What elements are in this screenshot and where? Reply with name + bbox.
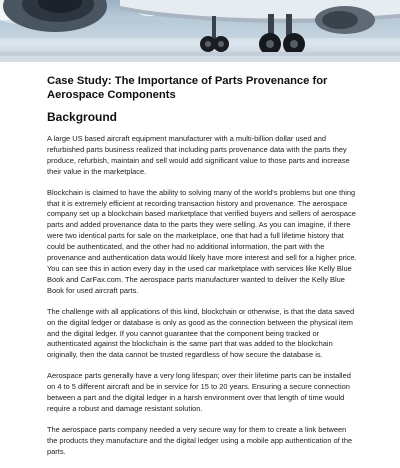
paragraph: A large US based aircraft equipment manufacturer with a multi-billion dollar used and refurbished parts business realized that including parts provenance data with the parts they produce, refurbish, maintain and sell would add significant value to those parts and increase their value in the marketplace. — [47, 134, 350, 176]
paragraph: Aerospace parts generally have a very long lifespan; over their lifetime parts can be installed on 4 to 5 different aircraft and be in service for 15 to 20 years. Ensuring a secure connection between a part and the digital ledger in a harsh environment over that length of time would require a robust and damage resistant solution. — [47, 371, 351, 413]
hangar-photo — [0, 0, 400, 62]
section-heading: Background — [47, 110, 118, 124]
paragraph: The challenge with all applications of this kind, blockchain or otherwise, is that the data saved on the digital ledger or database is only as good as the connection between the physical item and the digital ledger. If you cannot guarantee that the component being tracked or authenticated against the blockchain is the same part that was added to the blockchain originally, then the data cannot be trusted regardless of how secure the database is. — [47, 306, 355, 360]
aircraft-hangar-image — [0, 0, 400, 62]
paragraph: Blockchain is claimed to have the ability to solving many of the world's problems but one thing that it is extremely efficient at recording transaction history and provenance. The aerospace company set up a blockchain based marketplace that verified buyers and sellers of aerospace parts and added provenance data to the parts they were selling. As you can imagine, if there were two identical parts for sale on the marketplace, one that had a full lifetime history that could be authenticated, and the other had no additional information, the part with the provenance and authentication data would likely have more interest and sell for a higher price. You can see this in action every day in the used car marketplace with services like Kelly Blue Book and CarFax.com. The aerospace parts manufacturer wanted to deliver the Kelly Blue Book for used aircraft parts. — [47, 187, 357, 295]
article — [47, 74, 357, 468]
page-title: Case Study: The Importance of Parts Provenance for Aerospace Components — [47, 75, 328, 101]
paragraph: The aerospace parts company needed a very secure way for them to create a link between the products they manufacture and the digital ledger using a mobile app authentication of the parts. — [47, 424, 353, 456]
